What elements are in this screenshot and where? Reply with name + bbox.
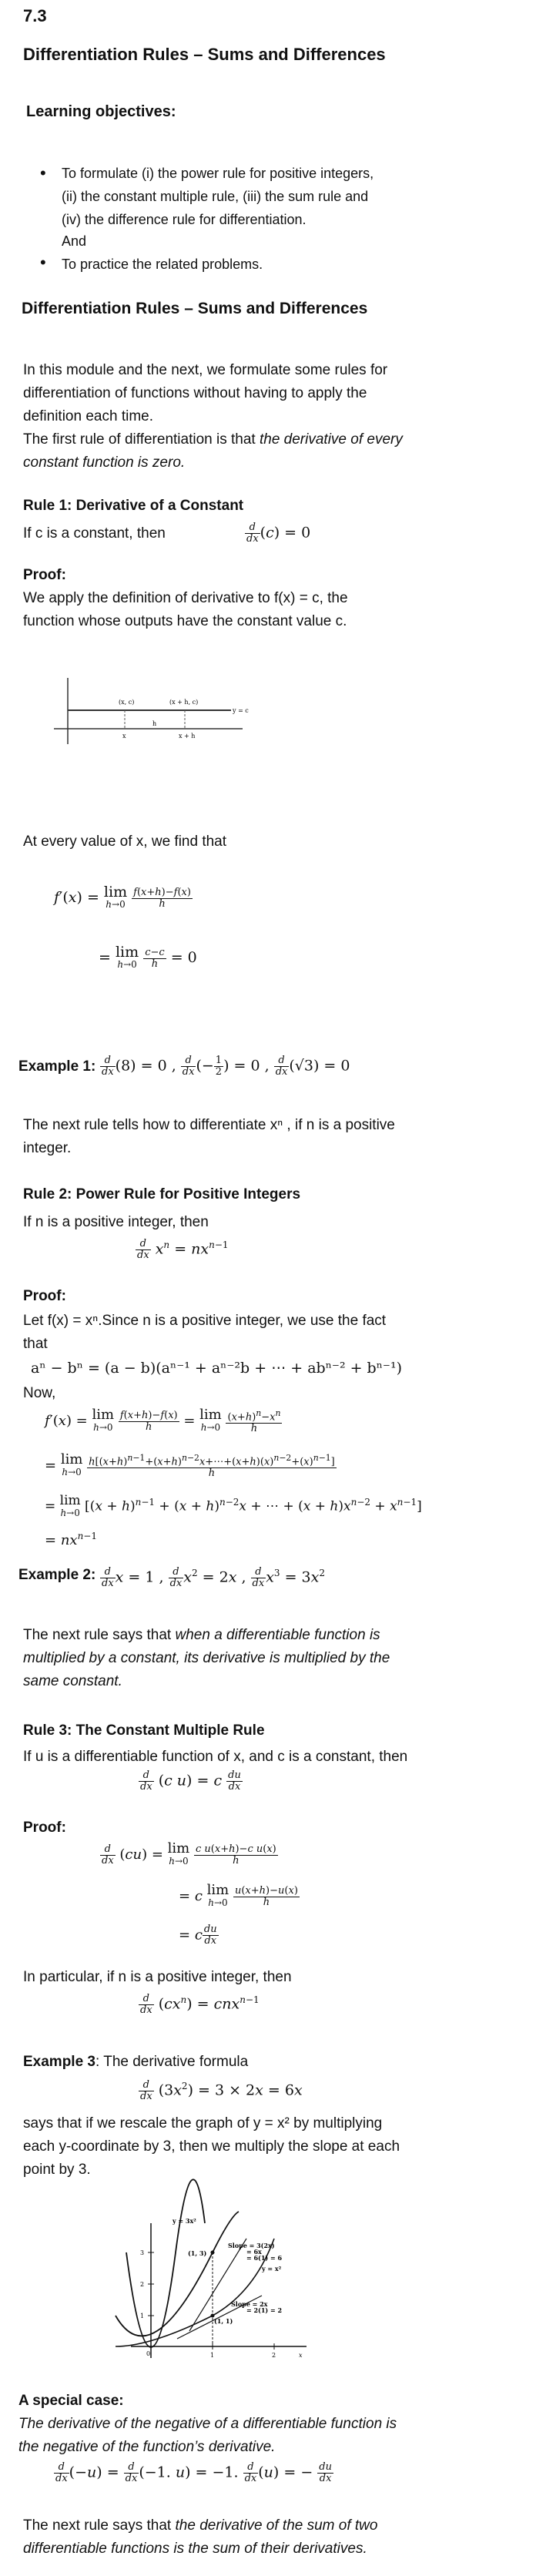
example2-formula: $\frac{d}{dx}$ x = 1 , $\frac{d}{dx}$ $x^2 = 2x$ , $\frac{d}{dx}$ $x^3 = 3x^2$ bbox=[102, 1565, 326, 1589]
axis-label: x bbox=[299, 2352, 303, 2359]
rule3-particular-formula: $\frac{d}{dx}$ $(cx^n) = cnx^{n-1}$ bbox=[140, 1992, 260, 2016]
rule2-step-1: f′(x) = lim h→0 $\frac{f(x+h)-f(x)}{h}$ = lim h→0 $\frac{(x+h)^n-x^n}{h}$ bbox=[45, 1407, 281, 1435]
example3-line-2: each y-coordinate by 3, then we multiply the slope at each bbox=[23, 2138, 400, 2155]
constant-function-graph bbox=[54, 678, 249, 744]
example2-label: Example 2: bbox=[18, 1567, 96, 1583]
objective-and: And bbox=[62, 233, 87, 249]
rule2-step-2: = lim h→0 $\frac{h[(x+h)^{n-1}+(x+h)^{n-2}x+\cdots+(x+h)(x)^{n-2}+(x)^{n-1}]}{h}$ bbox=[45, 1451, 335, 1480]
graph-label: (x, c) bbox=[119, 699, 135, 706]
const-intro-line-1: The next rule says that when a differentiable function is bbox=[23, 1627, 380, 1643]
special-heading: A special case: bbox=[18, 2393, 124, 2409]
graph-label: y = c bbox=[233, 707, 249, 714]
at-every-value: At every value of x, we find that bbox=[23, 834, 227, 850]
example3-line: Example 3: The derivative formula bbox=[23, 2054, 249, 2070]
special-formula: $\frac{d}{dx}$ (−u) = $\frac{d}{dx}$ (−1. u) = −1. $\frac{d}{dx}$ (u) = − $\frac{du}{dx}$ bbox=[55, 2461, 332, 2484]
example3-formula: $\frac{d}{dx}$ $(3x^2) = 3 \times 2x = 6x$ bbox=[140, 2078, 303, 2102]
page-title: Differentiation Rules – Sums and Differences bbox=[23, 45, 386, 64]
rule2-step-3: = lim h→0 [$(x + h)^{n-1} + (x + h)^{n-2}x$ + ⋯ + $(x + h)x^{n-2} + x^{n-1}$] bbox=[45, 1493, 422, 1519]
rule2-identity: aⁿ − bⁿ = (a − b)(aⁿ⁻¹ + aⁿ⁻²b + ⋯ + abⁿ⁻² + bⁿ⁻¹) bbox=[31, 1360, 402, 1377]
graph-label: (x + h, c) bbox=[169, 699, 199, 706]
axis-tick: 0 bbox=[146, 2350, 151, 2357]
example3-line-3: point by 3. bbox=[23, 2162, 91, 2178]
graph-label: (1, 1) bbox=[214, 2317, 233, 2325]
rule3-heading: Rule 3: The Constant Multiple Rule bbox=[23, 1722, 265, 1739]
final-line-2: differentiable functions is the sum of their derivatives. bbox=[23, 2541, 367, 2557]
rule3-proof-3: = c $\frac{du}{dx}$ bbox=[179, 1924, 217, 1947]
graph-label: (1, 3) bbox=[188, 2249, 207, 2257]
rule2-formula: $\frac{d}{dx}$ $x^n = nx^{n-1}$ bbox=[137, 1237, 229, 1261]
rule1-heading: Rule 1: Derivative of a Constant bbox=[23, 498, 244, 514]
parabola-graph bbox=[116, 2215, 308, 2370]
graph-label: Slope = 2x bbox=[231, 2300, 268, 2308]
graph-label: x + h bbox=[179, 733, 196, 740]
rule3-proof-heading: Proof: bbox=[23, 1820, 66, 1836]
graph-label: y = x² bbox=[262, 2265, 282, 2272]
rule2-now: Now, bbox=[23, 1385, 56, 1401]
rule2-statement: If n is a positive integer, then bbox=[23, 1214, 209, 1230]
final-line-1: The next rule says that the derivative of the sum of two bbox=[23, 2517, 378, 2534]
axis-tick: 1 bbox=[210, 2352, 215, 2359]
objective-1-line-3: (iv) the difference rule for differentiation. bbox=[62, 212, 307, 227]
rule3-proof-2: = c lim h→0 $\frac{u(x+h)-u(x)}{h}$ bbox=[179, 1882, 298, 1908]
rule3-statement: If u is a differentiable function of x, and c is a constant, then bbox=[23, 1749, 408, 1765]
intro-line-1: In this module and the next, we formulate some rules for bbox=[23, 362, 388, 378]
rule1-proof-heading: Proof: bbox=[23, 567, 66, 583]
rule1-formula: $\frac{d}{dx}$ (c) = 0 bbox=[246, 522, 311, 545]
intro-line-3: definition each time. bbox=[23, 408, 153, 424]
rule2-heading: Rule 2: Power Rule for Positive Integers bbox=[23, 1186, 301, 1202]
axis-tick: 2 bbox=[272, 2352, 276, 2359]
rule1-proof-line-2: function whose outputs have the constant value c. bbox=[23, 613, 347, 629]
example1-label: Example 1: bbox=[18, 1058, 96, 1075]
bullet-dot: • bbox=[40, 163, 46, 183]
rule1-eq-2: = lim h→0 $\frac{c-c}{h}$ = 0 bbox=[99, 944, 197, 970]
section-number: 7.3 bbox=[23, 6, 47, 25]
graph-label: y = 3x² bbox=[173, 2217, 196, 2225]
rule2-step-4: = $nx^{n-1}$ bbox=[45, 1531, 97, 1548]
const-intro-line-3: same constant. bbox=[23, 1673, 122, 1689]
rule1-proof-line-1: We apply the definition of derivative to f(x) = c, the bbox=[23, 590, 348, 606]
example1-formula: $\frac{d}{dx}$ (8) = 0 , $\frac{d}{dx}$ (− $\frac{1}{2}$ ) = 0 , $\frac{d}{dx}$ (√3) = 0 bbox=[102, 1055, 350, 1078]
rule2-proof-line-1: Let f(x) = xⁿ.Since n is a positive integer, we use the fact bbox=[23, 1313, 387, 1329]
objectives-heading: Learning objectives: bbox=[26, 103, 176, 120]
graph-label: = 6(1) = 6 bbox=[246, 2254, 283, 2262]
intro-line-4: The first rule of differentiation is that the derivative of every bbox=[23, 431, 403, 448]
rule2-proof-heading: Proof: bbox=[23, 1288, 66, 1304]
special-line-2: the negative of the function’s derivative. bbox=[18, 2439, 276, 2455]
graph-label: = 2(1) = 2 bbox=[246, 2306, 283, 2314]
axis-tick: 1 bbox=[140, 2313, 145, 2319]
graph-label: = 6x bbox=[246, 2248, 262, 2256]
special-line-1: The derivative of the negative of a differentiable function is bbox=[18, 2416, 397, 2432]
rule3-formula: $\frac{d}{dx}$ (c u) = c $\frac{du}{dx}$ bbox=[140, 1769, 241, 1793]
rule2-proof-line-2: that bbox=[23, 1336, 48, 1352]
rule1-statement: If c is a constant, then bbox=[23, 525, 166, 542]
curve-3x2 bbox=[126, 2179, 205, 2347]
graph-label: h bbox=[152, 720, 157, 727]
objective-2: To practice the related problems. bbox=[62, 257, 263, 272]
graph-label: x bbox=[122, 733, 126, 740]
subtitle: Differentiation Rules – Sums and Differences bbox=[22, 300, 368, 317]
bullet-dot: • bbox=[40, 253, 46, 272]
objective-1-line-2: (ii) the constant multiple rule, (iii) the sum rule and bbox=[62, 189, 369, 204]
rule3-particular: In particular, if n is a positive integer, then bbox=[23, 1969, 292, 1985]
objective-1-line-1: To formulate (i) the power rule for positive integers, bbox=[62, 166, 374, 181]
const-intro-line-2: multiplied by a constant, its derivative is multiplied by the bbox=[23, 1650, 390, 1666]
rule1-eq-1: f′(x) = lim h→0 $\frac{f(x+h)-f(x)}{h}$ bbox=[54, 884, 191, 910]
axis-tick: 2 bbox=[140, 2281, 145, 2288]
example3-line-1: says that if we rescale the graph of y = x² by multiplying bbox=[23, 2115, 383, 2132]
power-intro-line-1: The next rule tells how to differentiate xⁿ , if n is a positive bbox=[23, 1117, 395, 1133]
axis-tick: 3 bbox=[140, 2249, 145, 2256]
intro-line-2: differentiation of functions without having to apply the bbox=[23, 385, 367, 401]
power-intro-line-2: integer. bbox=[23, 1140, 72, 1156]
rule3-proof-1: $\frac{d}{dx}$ (cu) = lim h→0 $\frac{\text{c u(x+h)−c u(x)}}{h}$ bbox=[102, 1840, 276, 1867]
graph-label: Slope = 3(2x) bbox=[228, 2242, 275, 2249]
intro-line-5: constant function is zero. bbox=[23, 454, 186, 471]
